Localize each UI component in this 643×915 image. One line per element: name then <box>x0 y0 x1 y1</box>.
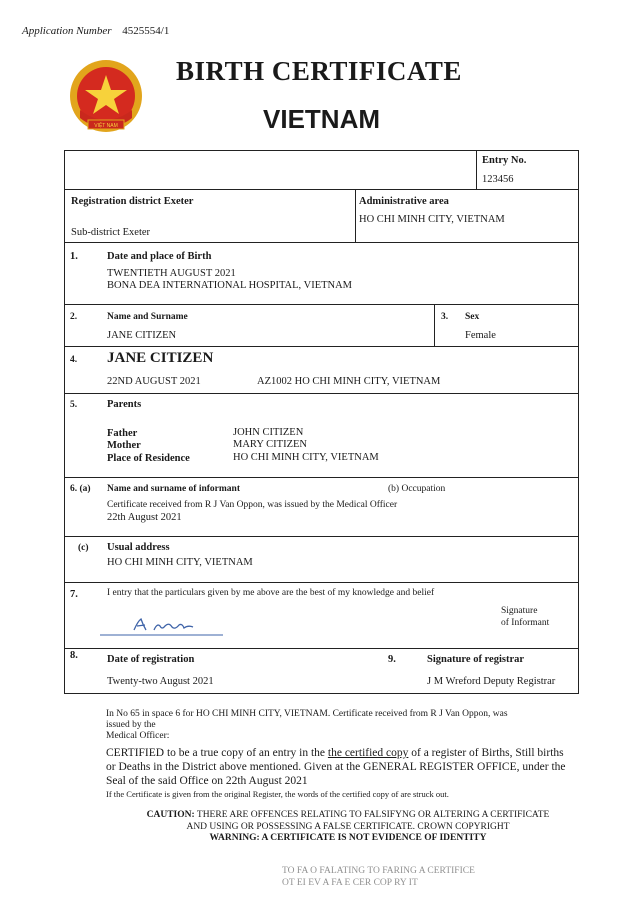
entry-label: Entry No. <box>482 155 527 166</box>
signature-label-2: of Informant <box>501 618 550 628</box>
informant-label: Name and surname of informant <box>107 484 240 494</box>
divider <box>434 304 435 346</box>
document-title: BIRTH CERTIFICATE <box>176 56 462 86</box>
mother-value: MARY CITIZEN <box>233 439 307 450</box>
caution-text: THERE ARE OFFENCES RELATING TO FALSIFYNG OR ALTERING A CERTIFICATE <box>196 810 550 820</box>
father-label: Father <box>107 428 138 439</box>
informant-signature <box>100 615 225 637</box>
row-number: (c) <box>78 543 89 553</box>
admin-area-value: HO CHI MINH CITY, VIETNAM <box>359 214 505 225</box>
name-label: Name and Surname <box>107 312 188 322</box>
father-value: JOHN CITIZEN <box>233 427 304 438</box>
row-number: 9. <box>388 654 396 665</box>
admin-area-label: Administrative area <box>359 196 449 207</box>
row-number: 8. <box>70 650 78 661</box>
registrar-value: J M Wreford Deputy Registrar <box>427 676 556 687</box>
birth-date: TWENTIETH AUGUST 2021 <box>107 268 236 279</box>
mother-label: Mother <box>107 440 141 451</box>
divider <box>64 346 579 347</box>
informant-line1: Certificate received from R J Van Oppon, was issued by the Medical Officer <box>107 500 398 510</box>
divider <box>355 189 356 242</box>
row-number: 6. (a) <box>70 484 91 494</box>
registration-date-label: Date of registration <box>107 654 195 665</box>
entry-value: 123456 <box>482 174 514 185</box>
divider <box>64 477 579 478</box>
application-number-value: 4525554/1 <box>122 25 170 37</box>
informant-line2: 22th August 2021 <box>107 512 182 523</box>
row4-date: 22ND AUGUST 2021 <box>107 376 201 387</box>
birth-label: Date and place of Birth <box>107 251 212 262</box>
row-number: 2. <box>70 312 78 322</box>
sex-value: Female <box>465 330 496 341</box>
residence-label: Place of Residence <box>107 453 190 464</box>
occupation-label: (b) Occupation <box>388 484 446 494</box>
sub-district: Sub-district Exeter <box>71 227 151 238</box>
faded-line: TO FA O FALATING TO FARING A CERTIFICE <box>282 866 475 876</box>
row-number: 4. <box>70 355 78 365</box>
row4-place: AZ1002 HO CHI MINH CITY, VIETNAM <box>257 376 441 387</box>
address-label: Usual address <box>107 542 170 553</box>
vietnam-national-emblem-icon <box>66 58 146 140</box>
registration-date-value: Twenty-two August 2021 <box>107 676 214 687</box>
divider <box>64 242 579 243</box>
footer-line: issued by the <box>106 720 156 730</box>
signature-label-1: Signature <box>501 606 538 616</box>
divider <box>64 393 579 394</box>
parents-label: Parents <box>107 399 142 410</box>
sex-label: Sex <box>465 312 480 322</box>
country-title: VIETNAM <box>263 104 380 134</box>
caution-line2: AND USING OR POSSESSING A FALSE CERTIFICATE. CROWN COPYRIGHT <box>186 821 510 832</box>
residence-value: HO CHI MINH CITY, VIETNAM <box>233 452 379 463</box>
struck-out-note: If the Certificate is given from the original Register, the words of the certified copy of are struck out. <box>106 789 449 799</box>
footer-note <box>106 709 576 742</box>
caution-label: CAUTION: <box>146 810 195 820</box>
divider <box>64 536 579 537</box>
application-number-label: Application Number <box>22 25 112 37</box>
divider <box>64 304 579 305</box>
registration-district: Registration district Exeter <box>71 196 194 207</box>
certification-pre: CERTIFIED to be a true copy of an entry in the <box>106 747 328 759</box>
address-value: HO CHI MINH CITY, VIETNAM <box>107 557 253 568</box>
divider <box>64 582 579 583</box>
emblem-banner-text: VIỆT NAM <box>94 123 118 129</box>
child-name: JANE CITIZEN <box>107 350 214 366</box>
certification-text <box>106 746 576 788</box>
registrar-label: Signature of registrar <box>427 654 525 665</box>
birth-place: BONA DEA INTERNATIONAL HOSPITAL, VIETNAM <box>107 280 353 291</box>
certification-post: of a register of Births, Still births or Deaths in the District above mentioned. Given at the GENERAL REGISTER OFFICE, under the Seal of the said Office on 22th August 2021 <box>106 747 566 787</box>
caution-block <box>128 810 568 845</box>
faded-watermark-text <box>282 866 475 889</box>
row-number: 1. <box>70 251 78 262</box>
certification-link: the certified copy <box>327 747 409 759</box>
faded-line: OT EI EV A FA E CER COP RY IT <box>282 877 418 888</box>
row-number: 5. <box>70 400 78 410</box>
divider <box>476 150 477 189</box>
row-number: 7. <box>70 589 78 600</box>
divider <box>64 189 579 190</box>
row-number: 3. <box>441 312 449 322</box>
footer-line: In No 65 in space 6 for HO CHI MINH CITY, VIETNAM. Certificate received from R J Van Oppon, was <box>106 709 508 719</box>
name-value: JANE CITIZEN <box>107 330 177 341</box>
declaration-text: I entry that the particulars given by me above are the best of my knowledge and belief <box>107 588 435 598</box>
divider <box>64 648 579 649</box>
application-number <box>22 25 169 37</box>
footer-line: Medical Officer: <box>106 731 170 741</box>
warning-text: WARNING: A CERTIFICATE IS NOT EVIDENCE OF IDENTITY <box>209 833 487 843</box>
